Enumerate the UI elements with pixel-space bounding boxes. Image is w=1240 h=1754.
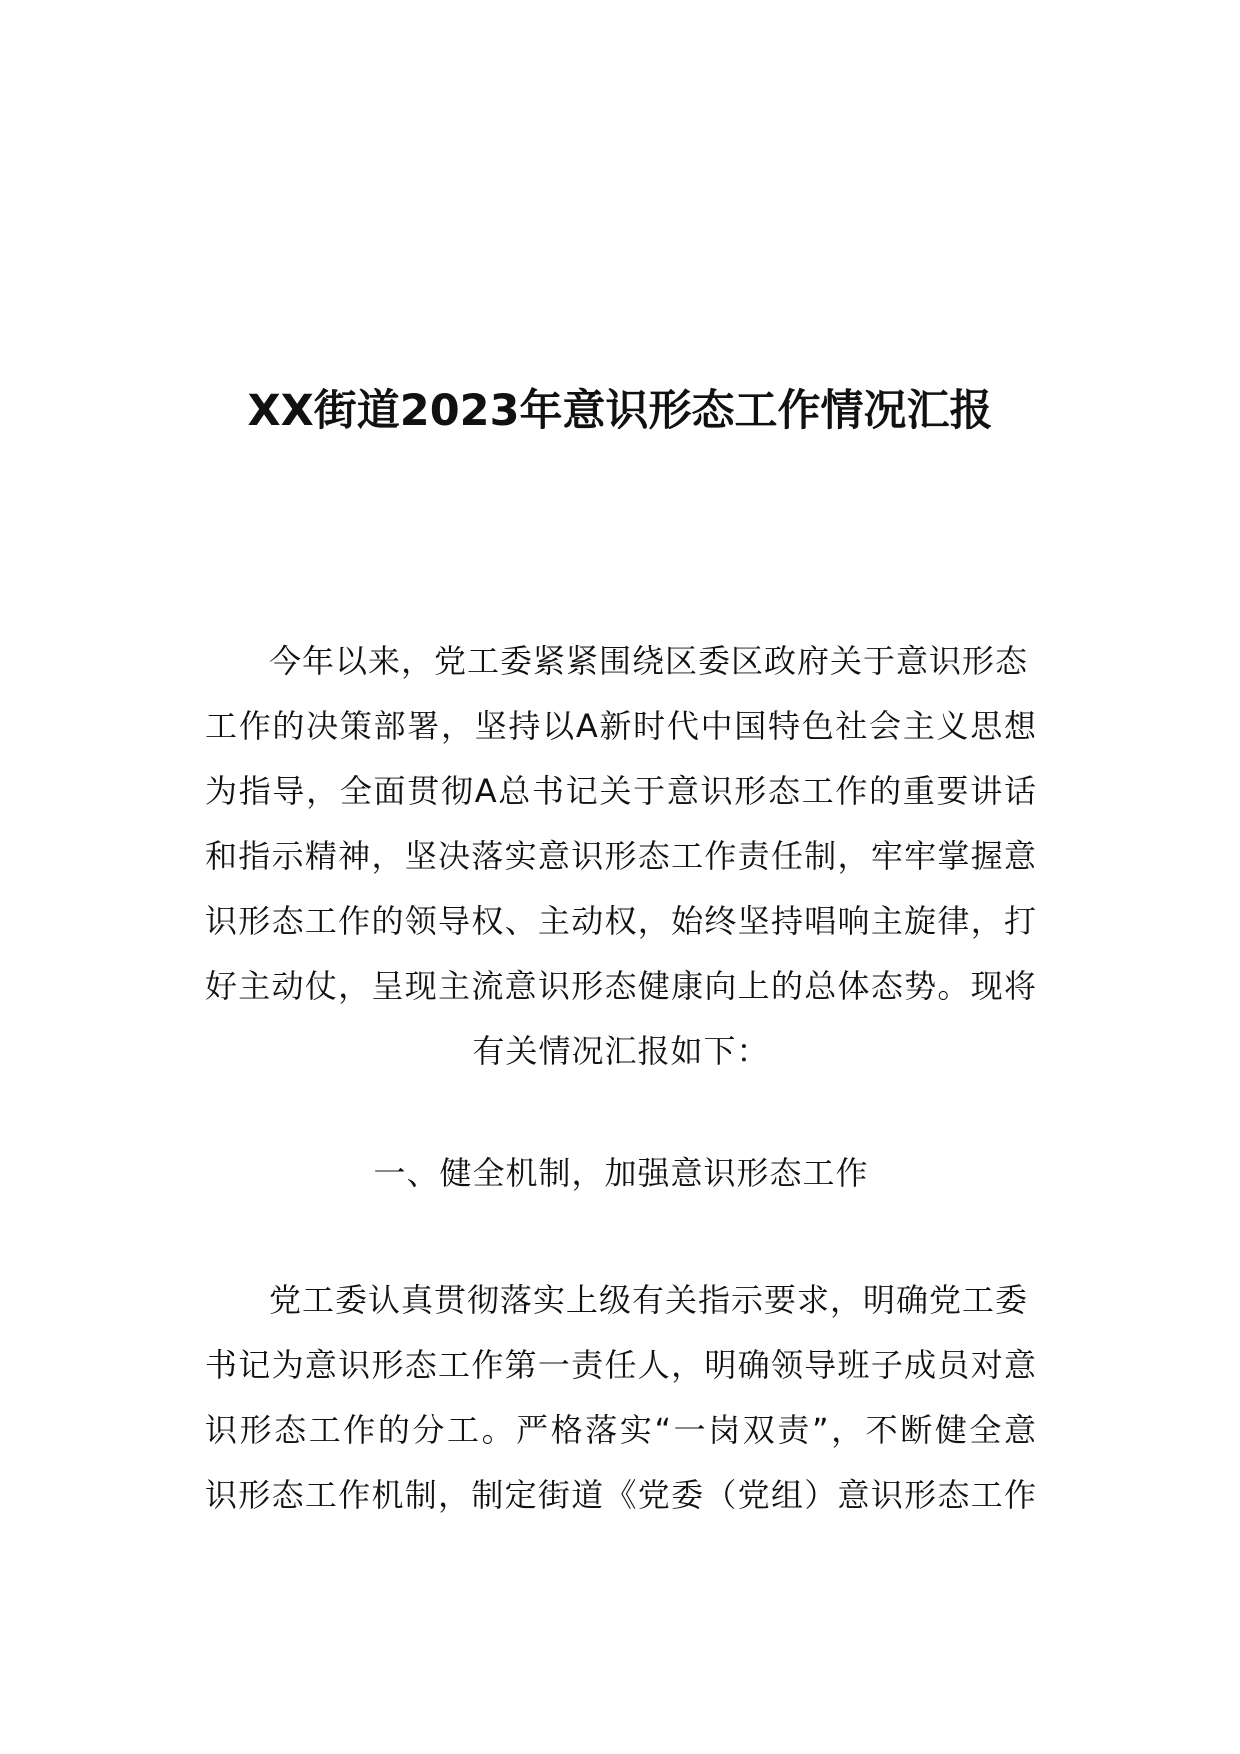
section-1-line-3: 识形态工作的分工。严格落实“一岗双责”，不断健全意 bbox=[205, 1411, 1037, 1449]
intro-line-2: 工作的决策部署，坚持以A新时代中国特色社会主义思想 bbox=[205, 707, 1037, 745]
intro-line-7: 有关情况汇报如下： bbox=[472, 1032, 770, 1070]
intro-line-5: 识形态工作的领导权、主动权，始终坚持唱响主旋律，打 bbox=[205, 902, 1037, 940]
document-title: XX街道2023年意识形态工作情况汇报 bbox=[247, 386, 993, 436]
section-1-line-4: 识形态工作机制，制定街道《党委（党组）意识形态工作 bbox=[205, 1476, 1037, 1514]
intro-line-6: 好主动仗，呈现主流意识形态健康向上的总体态势。现将 bbox=[205, 967, 1037, 1005]
section-1-line-1: 党工委认真贯彻落实上级有关指示要求，明确党工委 bbox=[269, 1281, 1029, 1319]
intro-line-1: 今年以来，党工委紧紧围绕区委区政府关于意识形态 bbox=[269, 642, 1029, 680]
section-1-line-2: 书记为意识形态工作第一责任人，明确领导班子成员对意 bbox=[205, 1346, 1037, 1384]
intro-line-3: 为指导，全面贯彻A总书记关于意识形态工作的重要讲话 bbox=[205, 772, 1037, 810]
intro-line-4: 和指示精神，坚决落实意识形态工作责任制，牢牢掌握意 bbox=[205, 837, 1037, 875]
section-1-heading: 一、健全机制，加强意识形态工作 bbox=[373, 1154, 869, 1192]
